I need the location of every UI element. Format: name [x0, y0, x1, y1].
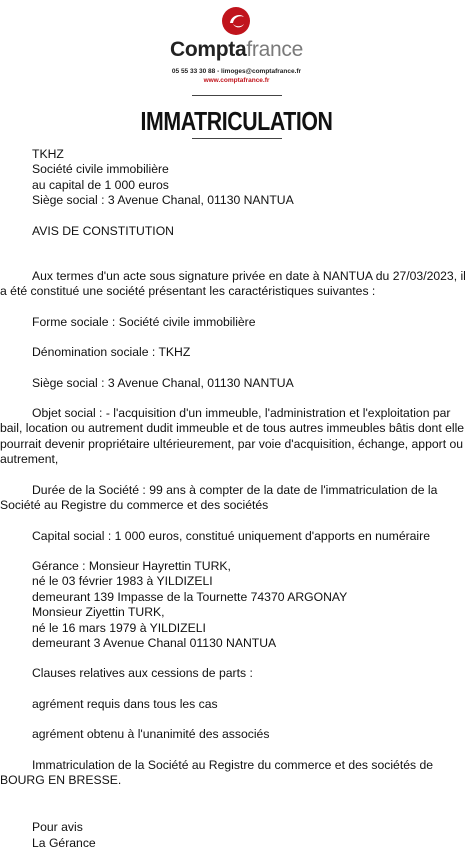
closing-line: Pour avis [32, 820, 83, 835]
capital-social: Capital social : 1 000 euros, constitué uniquement d'apports en numéraire [32, 528, 430, 543]
brand-website[interactable]: www.comptafrance.fr [203, 77, 270, 84]
gerance-line: né le 16 mars 1979 à YILDIZELI [32, 620, 206, 635]
intro-paragraph: Aux termes d'un acte sous signature privée en date à NANTUA du 27/03/2023, il a été constitué une société présentant les caractéristiques suivantes : [0, 269, 466, 299]
agrement-requis: agrément requis dans tous les cas [32, 696, 218, 711]
notice-body [0, 147, 473, 851]
brand-name [0, 38, 473, 62]
gerance-line: Gérance : Monsieur Hayrettin TURK, [32, 558, 231, 573]
letterhead [0, 0, 473, 100]
notice-heading: AVIS DE CONSTITUTION [32, 223, 174, 238]
gerance-line: demeurant 3 Avenue Chanal 01130 NANTUA [32, 635, 277, 650]
denomination-sociale: Dénomination sociale : TKHZ [32, 345, 191, 360]
company-type: Société civile immobilière [32, 162, 169, 177]
forme-sociale: Forme sociale : Société civile immobilière [32, 314, 256, 329]
closing-signature: La Gérance [32, 835, 96, 850]
title-divider-bottom [192, 138, 282, 139]
duree-societe: Durée de la Société : 99 ans à compter de la date de l'immatriculation de la Société au Registre du commerce et des sociétés [0, 482, 438, 513]
gerance-line: demeurant 139 Impasse de la Tournette 74370 ARGONAY [32, 589, 348, 604]
siege-social: Siège social : 3 Avenue Chanal, 01130 NANTUA [32, 375, 294, 390]
immatriculation-paragraph: Immatriculation de la Société au Registre du commerce et des sociétés de BOURG EN BRESSE. [0, 757, 434, 787]
brand-contact: 05 55 33 30 88 - limoges@comptafrance.fr [171, 68, 302, 75]
company-name: TKHZ [32, 147, 64, 161]
title-divider-top [192, 95, 282, 96]
page-title: IMMATRICULATION [140, 106, 333, 136]
brand-accent: france [246, 38, 303, 61]
objet-social: Objet social : - l'acquisition d'un immeuble, l'administration et l'exploitation par bail, location ou autrement dudit immeuble et de tous autres immeubles bâtis dont elle pourrait devenir propriétaire ultérieurement, par voie d'acquisition, échange, apport ou autrement, [0, 406, 465, 467]
company-capital: au capital de 1 000 euros [32, 177, 169, 192]
gerance-line: Monsieur Ziyettin TURK, [32, 605, 165, 620]
gerance-line: né le 03 février 1983 à YILDIZELI [32, 574, 213, 589]
agrement-obtenu: agrément obtenu à l'unanimité des associés [32, 727, 270, 742]
company-seat: Siège social : 3 Avenue Chanal, 01130 NANTUA [32, 193, 294, 208]
clauses-heading: Clauses relatives aux cessions de parts : [32, 666, 253, 681]
comptafrance-logo-icon [221, 6, 251, 36]
brand-main: Compta [170, 38, 247, 61]
